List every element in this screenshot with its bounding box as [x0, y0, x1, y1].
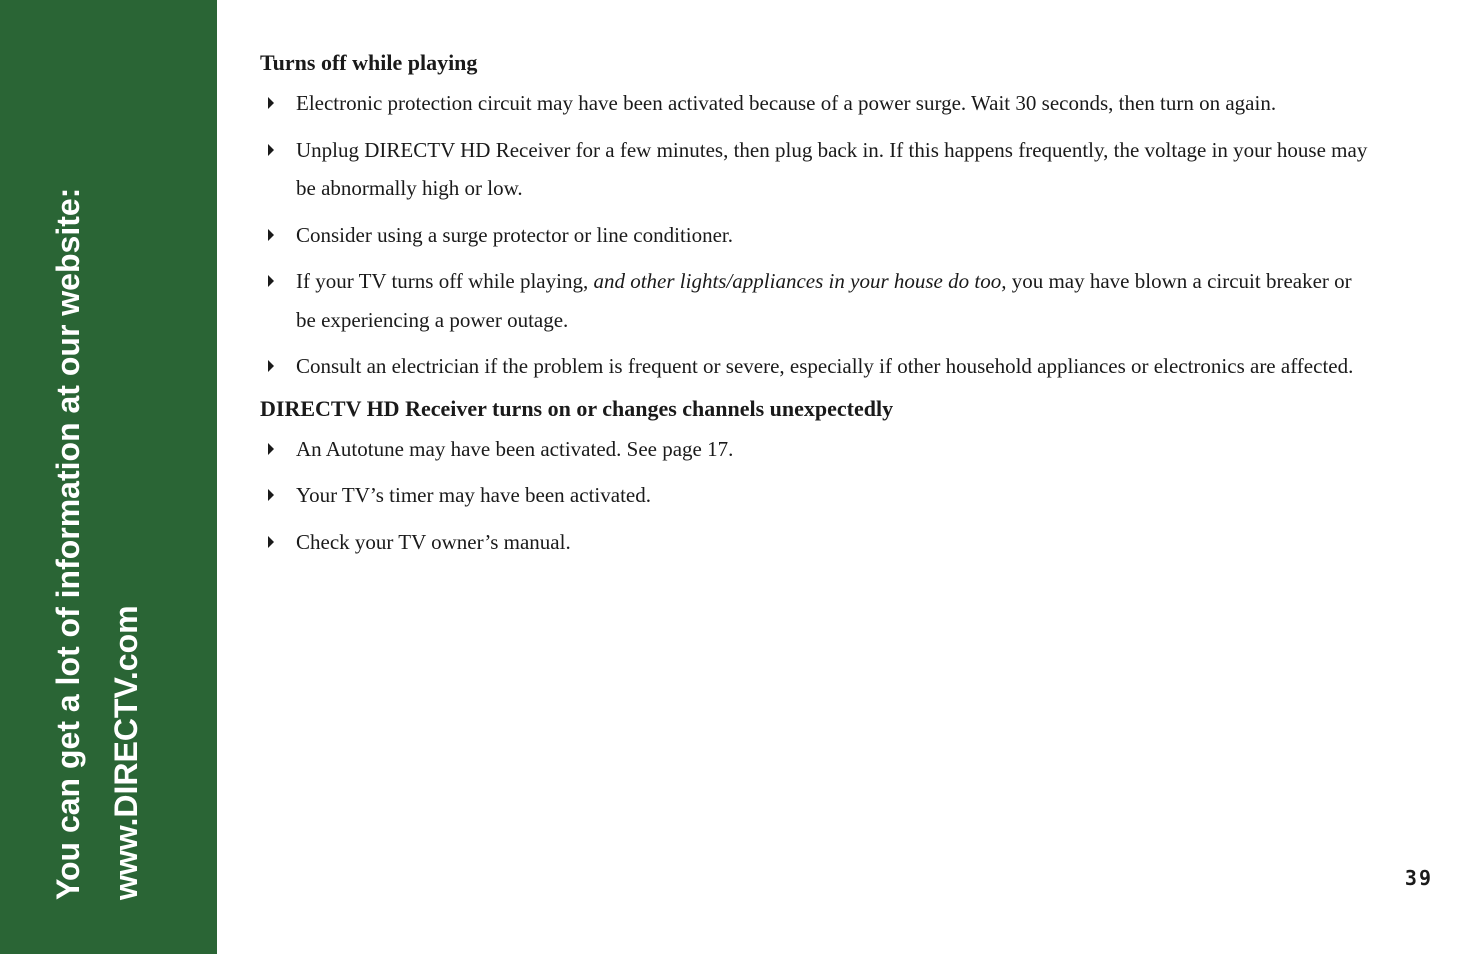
triangle-right-icon [268, 536, 274, 548]
triangle-right-icon [268, 144, 274, 156]
section-heading-turns-on: DIRECTV HD Receiver turns on or changes channels unexpectedly [260, 395, 894, 421]
list-item-text: Consult an electrician if the problem is frequent or severe, especially if other household appliances or electronics are affected. [296, 354, 1354, 378]
section-heading-turns-off: Turns off while playing [260, 50, 478, 75]
list-item-text: Check your TV owner’s manual. [296, 529, 571, 554]
triangle-right-icon [268, 275, 274, 287]
triangle-right-icon [268, 360, 274, 372]
list-item-text: Unplug DIRECTV HD Receiver for a few minutes, then plug back in. If this happens frequently, the voltage in your house may be abnormally high or low. [296, 137, 1368, 200]
list-item [260, 476, 1370, 515]
website-url: www.DIRECTV.com [108, 605, 144, 900]
list-item-text-post: you may have blown a circuit breaker or be experiencing a power outage. [296, 269, 1352, 332]
bullet-list-turns-off [260, 84, 1370, 386]
page-number: 39 [1404, 866, 1433, 890]
list-item-text: Electronic protection circuit may have been activated because of a power surge. Wait 30 seconds, then turn on again. [296, 91, 1277, 115]
list-item [260, 523, 1370, 562]
list-item-text-italic: and other lights/appliances in your house do too, [593, 269, 1007, 293]
sidebar-banner [0, 0, 217, 954]
list-item [260, 131, 1370, 208]
list-item-text: An Autotune may have been activated. See page 17. [296, 436, 734, 461]
list-item-text: Your TV’s timer may have been activated. [296, 483, 651, 507]
list-item [260, 347, 1370, 386]
main-content [260, 48, 1370, 569]
list-item [260, 84, 1370, 123]
list-item [260, 216, 1370, 255]
triangle-right-icon [268, 443, 274, 455]
list-item-text: Consider using a surge protector or line conditioner. [296, 222, 734, 247]
list-item [260, 262, 1370, 339]
triangle-right-icon [268, 229, 274, 241]
list-item [260, 430, 1370, 469]
triangle-right-icon [268, 489, 274, 501]
bullet-list-turns-on [260, 430, 1370, 562]
list-item-text-pre: If your TV turns off while playing, [296, 269, 594, 293]
triangle-right-icon [268, 97, 274, 109]
sidebar-text [39, 188, 155, 900]
sidebar-line-1: You can get a lot of information at our website: [50, 187, 86, 900]
